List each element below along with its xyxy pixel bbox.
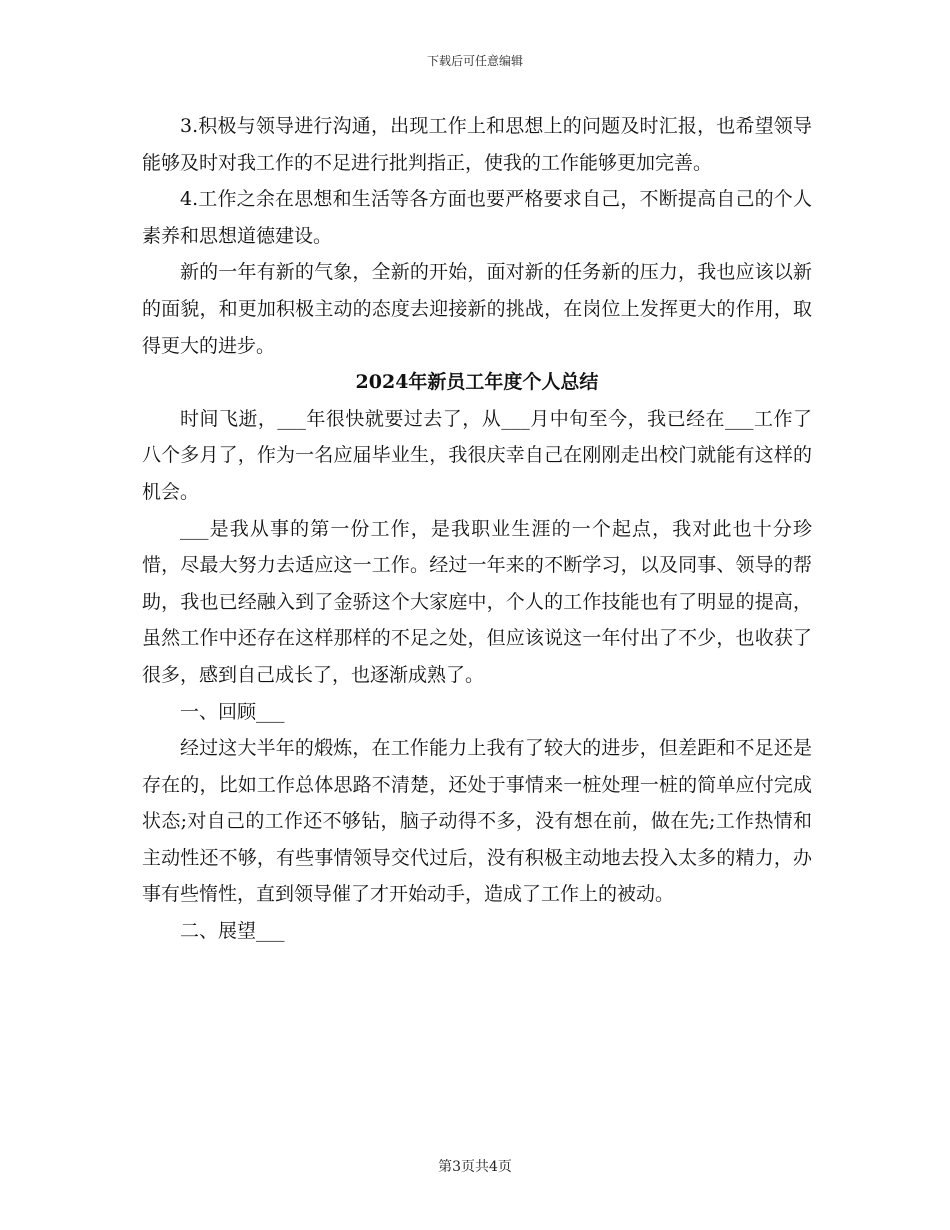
paragraph-intro: 时间飞逝，___年很快就要过去了，从___月中旬至今，我已经在___工作了八个多月了，作为一名应届毕业生，我很庆幸自己在刚刚走出校门就能有这样的机会。 — [142, 407, 812, 503]
paragraph-review: 经过这大半年的煅炼，在工作能力上我有了较大的进步，但差距和不足还是存在的，比如工作总体思路不清楚，还处于事情来一桩处理一桩的简单应付完成状态;对自己的工作还不够钻，脑子动得不多，没有想在前，做在先;工作热情和主动性还不够，有些事情领导交代过后，没有积极主动地去投入太多的精力，办事有些惰性，直到领导催了才开始动手，造成了工作上的被动。 — [142, 737, 812, 906]
page-header: 下载后可任意编辑 — [426, 54, 523, 68]
document-body — [142, 108, 812, 950]
heading-review: 一、回顾___ — [180, 700, 285, 723]
section-title: 2024年新员工年度个人总结 — [355, 371, 599, 394]
page-footer: 第3页共4页 — [438, 1159, 512, 1175]
paragraph-first-job: ___是我从事的第一份工作，是我职业生涯的一个起点，我对此也十分珍惜，尽最大努力去适应这一工作。经过一年来的不断学习，以及同事、领导的帮助，我也已经融入到了金骄这个大家庭中，个人的工作技能也有了明显的提高，虽然工作中还存在这样那样的不足之处，但应该说这一年付出了不少，也收获了很多，感到自己成长了，也逐渐成熟了。 — [142, 517, 812, 686]
paragraph-item-4: 4.工作之余在思想和生活等各方面也要严格要求自己，不断提高自己的个人素养和思想道德建设。 — [142, 188, 812, 247]
heading-outlook: 二、展望___ — [180, 920, 285, 943]
paragraph-item-3: 3.积极与领导进行沟通，出现工作上和思想上的问题及时汇报，也希望领导能够及时对我工作的不足进行批判指正，使我的工作能够更加完善。 — [142, 115, 812, 174]
paragraph-new-year: 新的一年有新的气象，全新的开始，面对新的任务新的压力，我也应该以新的面貌，和更加积极主动的态度去迎接新的挑战，在岗位上发挥更大的作用，取得更大的进步。 — [142, 261, 812, 357]
